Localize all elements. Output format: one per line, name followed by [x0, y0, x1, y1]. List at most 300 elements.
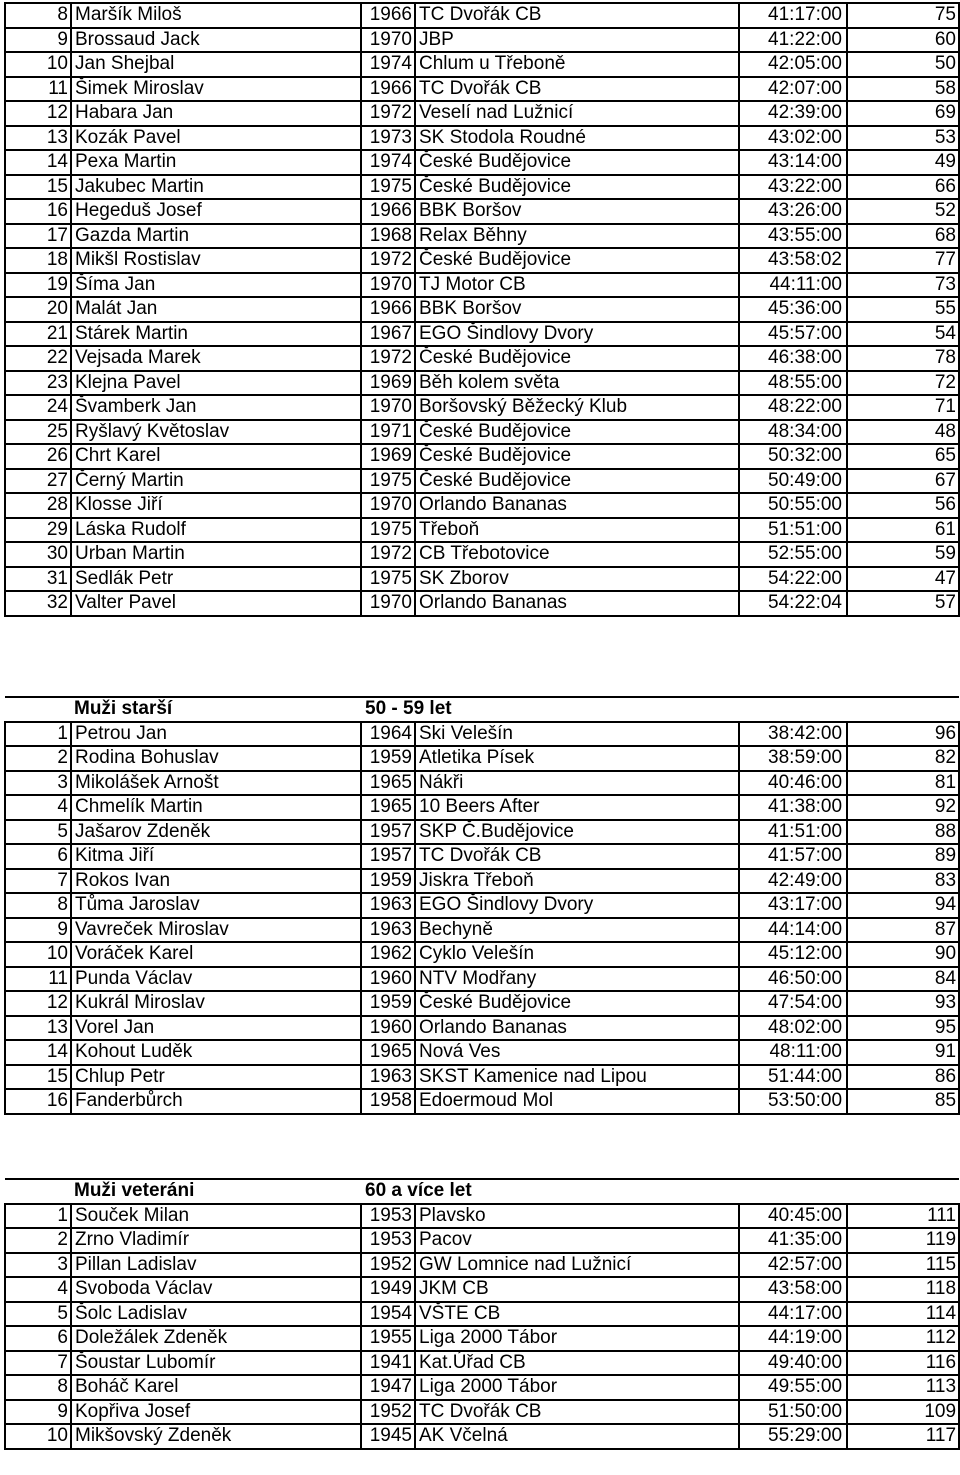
name-cell: Rokos Ivan: [71, 869, 361, 894]
rank-cell: 12: [5, 101, 71, 126]
time-cell: 51:50:00: [739, 1400, 847, 1425]
start-number-cell: 117: [847, 1424, 959, 1449]
start-number-cell: 115: [847, 1253, 959, 1278]
birth-year-cell: 1941: [361, 1351, 415, 1376]
rank-cell: 25: [5, 420, 71, 445]
birth-year-cell: 1972: [361, 542, 415, 567]
table-row: [5, 493, 959, 518]
club-cell: SKP Č.Budějovice: [415, 820, 739, 845]
club-cell: Plavsko: [415, 1204, 739, 1229]
results-table-section-2: [4, 696, 960, 1115]
time-cell: 46:38:00: [739, 346, 847, 371]
time-cell: 41:38:00: [739, 795, 847, 820]
start-number-cell: 83: [847, 869, 959, 894]
birth-year-cell: 1974: [361, 150, 415, 175]
time-cell: 40:45:00: [739, 1204, 847, 1229]
table-row: [5, 101, 959, 126]
start-number-cell: 47: [847, 567, 959, 592]
name-cell: Mikolášek Arnošt: [71, 771, 361, 796]
table-row: [5, 395, 959, 420]
start-number-cell: 85: [847, 1089, 959, 1114]
category-header: [5, 1179, 959, 1204]
start-number-cell: 52: [847, 199, 959, 224]
rank-cell: 1: [5, 722, 71, 747]
table-row: [5, 199, 959, 224]
rank-cell: 10: [5, 1424, 71, 1449]
name-cell: Rodina Bohuslav: [71, 746, 361, 771]
name-cell: Klosse Jiří: [71, 493, 361, 518]
time-cell: 45:12:00: [739, 942, 847, 967]
table-row: [5, 1375, 959, 1400]
time-cell: 38:42:00: [739, 722, 847, 747]
start-number-cell: 59: [847, 542, 959, 567]
rank-cell: 8: [5, 893, 71, 918]
name-cell: Chlup Petr: [71, 1065, 361, 1090]
time-cell: 41:57:00: [739, 844, 847, 869]
name-cell: Pexa Martin: [71, 150, 361, 175]
start-number-cell: 55: [847, 297, 959, 322]
start-number-cell: 92: [847, 795, 959, 820]
time-cell: 48:02:00: [739, 1016, 847, 1041]
start-number-cell: 60: [847, 28, 959, 53]
name-cell: Vejsada Marek: [71, 346, 361, 371]
time-cell: 54:22:04: [739, 591, 847, 616]
birth-year-cell: 1971: [361, 420, 415, 445]
results-body: [5, 3, 959, 616]
start-number-cell: 69: [847, 101, 959, 126]
table-row: [5, 1351, 959, 1376]
time-cell: 43:22:00: [739, 175, 847, 200]
club-cell: TJ Motor CB: [415, 273, 739, 298]
rank-cell: 8: [5, 1375, 71, 1400]
results-table-section-3: [4, 1178, 960, 1450]
start-number-cell: 58: [847, 77, 959, 102]
start-number-cell: 119: [847, 1228, 959, 1253]
club-cell: BBK Boršov: [415, 199, 739, 224]
birth-year-cell: 1953: [361, 1204, 415, 1229]
start-number-cell: 71: [847, 395, 959, 420]
name-cell: Stárek Martin: [71, 322, 361, 347]
time-cell: 42:57:00: [739, 1253, 847, 1278]
time-cell: 43:26:00: [739, 199, 847, 224]
rank-cell: 29: [5, 518, 71, 543]
club-cell: Edoermoud Mol: [415, 1089, 739, 1114]
time-cell: 44:17:00: [739, 1302, 847, 1327]
club-cell: České Budějovice: [415, 469, 739, 494]
table-row: [5, 3, 959, 28]
rank-cell: 2: [5, 1228, 71, 1253]
birth-year-cell: 1959: [361, 746, 415, 771]
birth-year-cell: 1975: [361, 567, 415, 592]
birth-year-cell: 1963: [361, 918, 415, 943]
rank-cell: 23: [5, 371, 71, 396]
start-number-cell: 72: [847, 371, 959, 396]
table-row: [5, 444, 959, 469]
rank-cell: 11: [5, 967, 71, 992]
rank-cell: 4: [5, 1277, 71, 1302]
category-age-range: 60 a více let: [361, 1179, 739, 1204]
name-cell: Valter Pavel: [71, 591, 361, 616]
birth-year-cell: 1970: [361, 591, 415, 616]
start-number-cell: 50: [847, 52, 959, 77]
club-cell: České Budějovice: [415, 991, 739, 1016]
rank-cell: 10: [5, 52, 71, 77]
rank-cell: 1: [5, 1204, 71, 1229]
name-cell: Punda Václav: [71, 967, 361, 992]
time-cell: 52:55:00: [739, 542, 847, 567]
name-cell: Mikšovský Zdeněk: [71, 1424, 361, 1449]
time-cell: 46:50:00: [739, 967, 847, 992]
club-cell: Nová Ves: [415, 1040, 739, 1065]
name-cell: Fanderbůrch: [71, 1089, 361, 1114]
table-row: [5, 518, 959, 543]
birth-year-cell: 1973: [361, 126, 415, 151]
rank-cell: 32: [5, 591, 71, 616]
time-cell: 50:55:00: [739, 493, 847, 518]
time-cell: 42:07:00: [739, 77, 847, 102]
start-number-cell: 48: [847, 420, 959, 445]
name-cell: Kukrál Miroslav: [71, 991, 361, 1016]
start-number-cell: 61: [847, 518, 959, 543]
results-body: [5, 697, 959, 1114]
name-cell: Chmelík Martin: [71, 795, 361, 820]
name-cell: Kitma Jiří: [71, 844, 361, 869]
name-cell: Zrno Vladimír: [71, 1228, 361, 1253]
rank-cell: 15: [5, 175, 71, 200]
rank-cell: 15: [5, 1065, 71, 1090]
name-cell: Jakubec Martin: [71, 175, 361, 200]
rank-cell: 14: [5, 150, 71, 175]
club-cell: Cyklo Velešín: [415, 942, 739, 967]
start-number-cell: 90: [847, 942, 959, 967]
table-row: [5, 1204, 959, 1229]
time-cell: 38:59:00: [739, 746, 847, 771]
birth-year-cell: 1965: [361, 795, 415, 820]
start-number-cell: 77: [847, 248, 959, 273]
club-cell: Chlum u Třeboně: [415, 52, 739, 77]
name-cell: Láska Rudolf: [71, 518, 361, 543]
name-cell: Kopřiva Josef: [71, 1400, 361, 1425]
table-row: [5, 567, 959, 592]
club-cell: Orlando Bananas: [415, 493, 739, 518]
start-number-cell: 87: [847, 918, 959, 943]
table-row: [5, 918, 959, 943]
club-cell: CB Třebotovice: [415, 542, 739, 567]
birth-year-cell: 1968: [361, 224, 415, 249]
club-cell: České Budějovice: [415, 248, 739, 273]
rank-cell: 27: [5, 469, 71, 494]
table-row: [5, 1228, 959, 1253]
club-cell: Bechyně: [415, 918, 739, 943]
start-number-cell: 53: [847, 126, 959, 151]
time-cell: 43:58:00: [739, 1277, 847, 1302]
start-number-cell: 57: [847, 591, 959, 616]
birth-year-cell: 1974: [361, 52, 415, 77]
club-cell: JBP: [415, 28, 739, 53]
birth-year-cell: 1962: [361, 942, 415, 967]
rank-cell: 22: [5, 346, 71, 371]
club-cell: TC Dvořák CB: [415, 844, 739, 869]
table-row: [5, 893, 959, 918]
table-row: [5, 844, 959, 869]
club-cell: České Budějovice: [415, 444, 739, 469]
birth-year-cell: 1975: [361, 175, 415, 200]
table-row: [5, 1400, 959, 1425]
birth-year-cell: 1952: [361, 1253, 415, 1278]
time-cell: 51:44:00: [739, 1065, 847, 1090]
time-cell: 43:14:00: [739, 150, 847, 175]
name-cell: Habara Jan: [71, 101, 361, 126]
birth-year-cell: 1972: [361, 248, 415, 273]
table-row: [5, 591, 959, 616]
start-number-cell: 112: [847, 1326, 959, 1351]
time-cell: 49:40:00: [739, 1351, 847, 1376]
start-number-cell: 114: [847, 1302, 959, 1327]
birth-year-cell: 1966: [361, 77, 415, 102]
start-number-cell: 56: [847, 493, 959, 518]
start-number-cell: 111: [847, 1204, 959, 1229]
table-row: [5, 1065, 959, 1090]
start-number-cell: 93: [847, 991, 959, 1016]
rank-cell: 21: [5, 322, 71, 347]
birth-year-cell: 1970: [361, 28, 415, 53]
name-cell: Brossaud Jack: [71, 28, 361, 53]
rank-cell: 17: [5, 224, 71, 249]
rank-cell: 9: [5, 918, 71, 943]
club-cell: SK Zborov: [415, 567, 739, 592]
results-table-section-1: [4, 2, 960, 617]
time-cell: 43:58:02: [739, 248, 847, 273]
club-cell: Relax Běhny: [415, 224, 739, 249]
club-cell: SK Stodola Roudné: [415, 126, 739, 151]
rank-cell: 12: [5, 991, 71, 1016]
club-cell: Nákři: [415, 771, 739, 796]
club-cell: Boršovský Běžecký Klub: [415, 395, 739, 420]
rank-cell: 16: [5, 1089, 71, 1114]
rank-cell: 7: [5, 1351, 71, 1376]
name-cell: Jan Shejbal: [71, 52, 361, 77]
birth-year-cell: 1969: [361, 371, 415, 396]
table-row: [5, 371, 959, 396]
rank-cell: 13: [5, 1016, 71, 1041]
birth-year-cell: 1957: [361, 844, 415, 869]
time-cell: 54:22:00: [739, 567, 847, 592]
name-cell: Klejna Pavel: [71, 371, 361, 396]
name-cell: Pillan Ladislav: [71, 1253, 361, 1278]
table-row: [5, 248, 959, 273]
time-cell: 44:11:00: [739, 273, 847, 298]
table-row: [5, 1326, 959, 1351]
club-cell: SKST Kamenice nad Lipou: [415, 1065, 739, 1090]
club-cell: Třeboň: [415, 518, 739, 543]
name-cell: Malát Jan: [71, 297, 361, 322]
table-row: [5, 942, 959, 967]
table-row: [5, 991, 959, 1016]
club-cell: České Budějovice: [415, 150, 739, 175]
birth-year-cell: 1966: [361, 199, 415, 224]
birth-year-cell: 1957: [361, 820, 415, 845]
rank-cell: 16: [5, 199, 71, 224]
start-number-cell: 118: [847, 1277, 959, 1302]
club-cell: Jiskra Třeboň: [415, 869, 739, 894]
name-cell: Šolc Ladislav: [71, 1302, 361, 1327]
start-number-cell: 75: [847, 3, 959, 28]
time-cell: 45:57:00: [739, 322, 847, 347]
name-cell: Kohout Luděk: [71, 1040, 361, 1065]
rank-cell: 9: [5, 28, 71, 53]
birth-year-cell: 1952: [361, 1400, 415, 1425]
club-cell: České Budějovice: [415, 346, 739, 371]
club-cell: JKM CB: [415, 1277, 739, 1302]
start-number-cell: 67: [847, 469, 959, 494]
time-cell: 48:11:00: [739, 1040, 847, 1065]
time-cell: 55:29:00: [739, 1424, 847, 1449]
time-cell: 42:49:00: [739, 869, 847, 894]
time-cell: 53:50:00: [739, 1089, 847, 1114]
name-cell: Boháč Karel: [71, 1375, 361, 1400]
club-cell: TC Dvořák CB: [415, 77, 739, 102]
category-name: Muži starší: [71, 697, 361, 722]
table-row: [5, 77, 959, 102]
club-cell: Orlando Bananas: [415, 591, 739, 616]
time-cell: 43:17:00: [739, 893, 847, 918]
rank-cell: 26: [5, 444, 71, 469]
birth-year-cell: 1966: [361, 297, 415, 322]
start-number-cell: 68: [847, 224, 959, 249]
club-cell: Veselí nad Lužnicí: [415, 101, 739, 126]
club-cell: České Budějovice: [415, 175, 739, 200]
club-cell: České Budějovice: [415, 420, 739, 445]
name-cell: Sedlák Petr: [71, 567, 361, 592]
birth-year-cell: 1965: [361, 771, 415, 796]
rank-cell: 19: [5, 273, 71, 298]
time-cell: 44:14:00: [739, 918, 847, 943]
rank-cell: 24: [5, 395, 71, 420]
table-row: [5, 722, 959, 747]
birth-year-cell: 1975: [361, 518, 415, 543]
start-number-cell: 65: [847, 444, 959, 469]
time-cell: 48:55:00: [739, 371, 847, 396]
time-cell: 51:51:00: [739, 518, 847, 543]
time-cell: 41:17:00: [739, 3, 847, 28]
rank-cell: 11: [5, 77, 71, 102]
birth-year-cell: 1947: [361, 1375, 415, 1400]
time-cell: 41:35:00: [739, 1228, 847, 1253]
start-number-cell: 94: [847, 893, 959, 918]
time-cell: 42:05:00: [739, 52, 847, 77]
birth-year-cell: 1972: [361, 101, 415, 126]
table-row: [5, 1253, 959, 1278]
rank-cell: 3: [5, 771, 71, 796]
table-row: [5, 771, 959, 796]
time-cell: 50:32:00: [739, 444, 847, 469]
time-cell: 43:55:00: [739, 224, 847, 249]
birth-year-cell: 1945: [361, 1424, 415, 1449]
table-row: [5, 346, 959, 371]
start-number-cell: 49: [847, 150, 959, 175]
name-cell: Vorel Jan: [71, 1016, 361, 1041]
birth-year-cell: 1959: [361, 991, 415, 1016]
club-cell: Liga 2000 Tábor: [415, 1326, 739, 1351]
name-cell: Mikšl Rostislav: [71, 248, 361, 273]
name-cell: Kozák Pavel: [71, 126, 361, 151]
birth-year-cell: 1972: [361, 346, 415, 371]
rank-cell: 6: [5, 1326, 71, 1351]
time-cell: 41:22:00: [739, 28, 847, 53]
category-name: Muži veteráni: [71, 1179, 361, 1204]
birth-year-cell: 1963: [361, 893, 415, 918]
rank-cell: 4: [5, 795, 71, 820]
birth-year-cell: 1959: [361, 869, 415, 894]
table-row: [5, 967, 959, 992]
birth-year-cell: 1969: [361, 444, 415, 469]
club-cell: AK Včelná: [415, 1424, 739, 1449]
name-cell: Petrou Jan: [71, 722, 361, 747]
club-cell: Kat.Úřad CB: [415, 1351, 739, 1376]
name-cell: Šoustar Lubomír: [71, 1351, 361, 1376]
table-row: [5, 542, 959, 567]
start-number-cell: 66: [847, 175, 959, 200]
rank-cell: 31: [5, 567, 71, 592]
birth-year-cell: 1960: [361, 1016, 415, 1041]
club-cell: NTV Modřany: [415, 967, 739, 992]
table-row: [5, 28, 959, 53]
table-row: [5, 1016, 959, 1041]
rank-cell: 5: [5, 1302, 71, 1327]
start-number-cell: 86: [847, 1065, 959, 1090]
start-number-cell: 82: [847, 746, 959, 771]
table-row: [5, 869, 959, 894]
table-row: [5, 795, 959, 820]
rank-cell: 20: [5, 297, 71, 322]
rank-cell: 10: [5, 942, 71, 967]
name-cell: Maršík Miloš: [71, 3, 361, 28]
rank-cell: 2: [5, 746, 71, 771]
start-number-cell: 88: [847, 820, 959, 845]
time-cell: 48:34:00: [739, 420, 847, 445]
club-cell: EGO Šindlovy Dvory: [415, 322, 739, 347]
time-cell: 43:02:00: [739, 126, 847, 151]
club-cell: TC Dvořák CB: [415, 1400, 739, 1425]
name-cell: Tůma Jaroslav: [71, 893, 361, 918]
time-cell: 40:46:00: [739, 771, 847, 796]
club-cell: Pacov: [415, 1228, 739, 1253]
table-row: [5, 469, 959, 494]
table-row: [5, 1040, 959, 1065]
table-row: [5, 150, 959, 175]
rank-cell: 28: [5, 493, 71, 518]
time-cell: 48:22:00: [739, 395, 847, 420]
table-row: [5, 224, 959, 249]
name-cell: Hegeduš Josef: [71, 199, 361, 224]
results-body: [5, 1179, 959, 1449]
rank-cell: 5: [5, 820, 71, 845]
birth-year-cell: 1954: [361, 1302, 415, 1327]
birth-year-cell: 1966: [361, 3, 415, 28]
club-cell: GW Lomnice nad Lužnicí: [415, 1253, 739, 1278]
start-number-cell: 96: [847, 722, 959, 747]
time-cell: 44:19:00: [739, 1326, 847, 1351]
birth-year-cell: 1955: [361, 1326, 415, 1351]
club-cell: Liga 2000 Tábor: [415, 1375, 739, 1400]
start-number-cell: 91: [847, 1040, 959, 1065]
birth-year-cell: 1975: [361, 469, 415, 494]
club-cell: Ski Velešín: [415, 722, 739, 747]
start-number-cell: 109: [847, 1400, 959, 1425]
table-row: [5, 1302, 959, 1327]
club-cell: Běh kolem světa: [415, 371, 739, 396]
name-cell: Švamberk Jan: [71, 395, 361, 420]
